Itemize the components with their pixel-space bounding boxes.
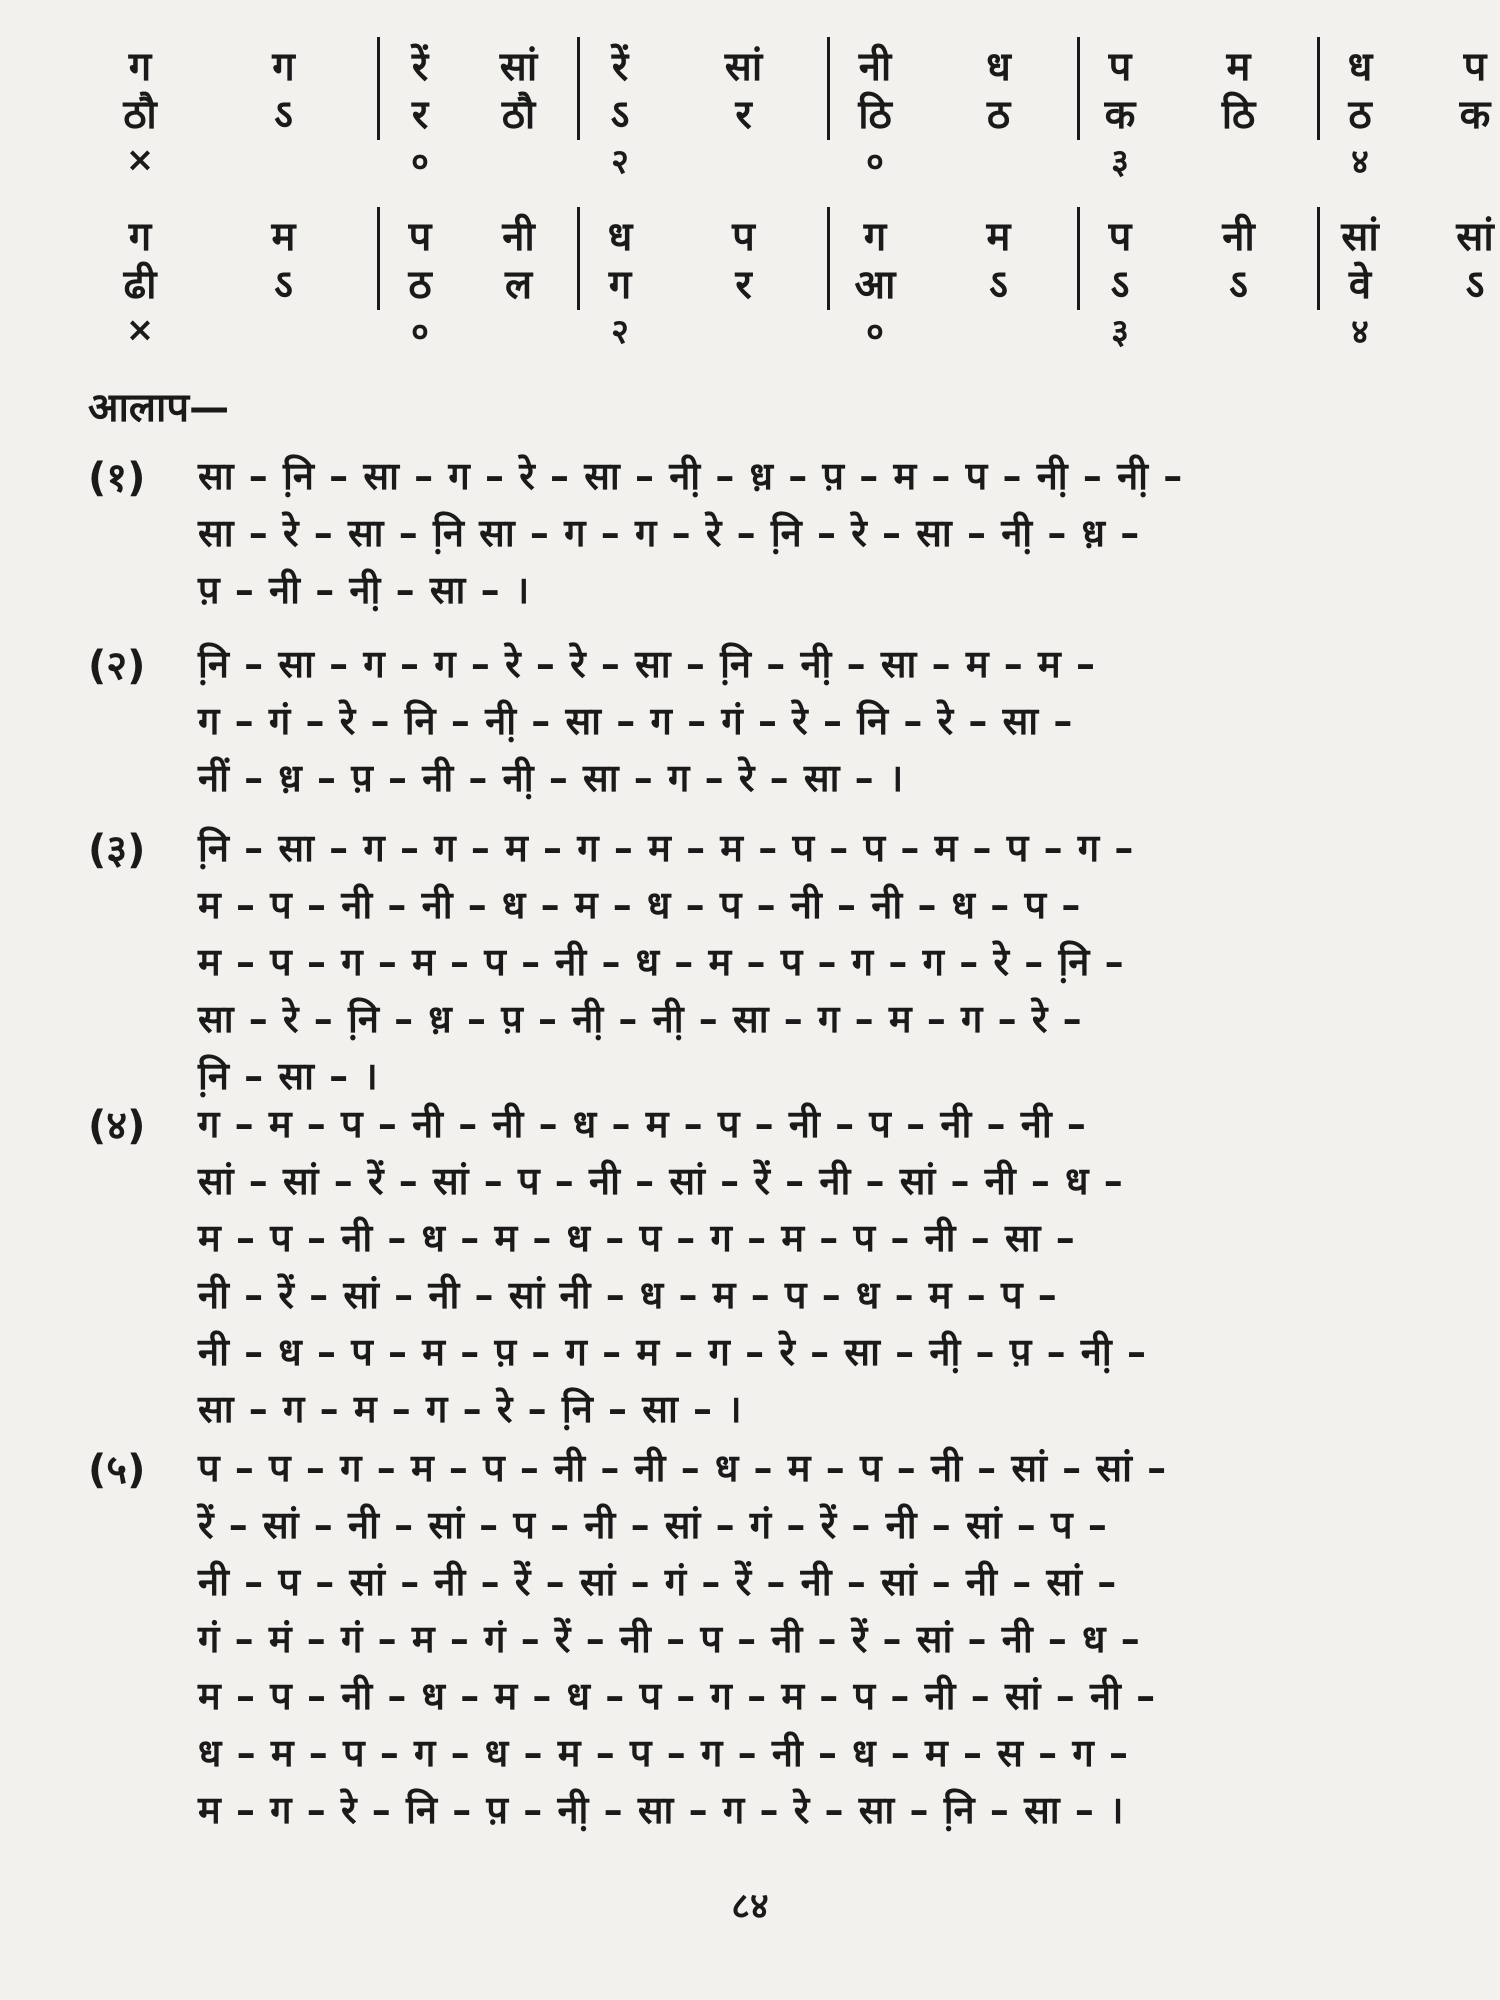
notation-cell: ऽ bbox=[1160, 255, 1320, 310]
notation-cell: ऽ bbox=[1465, 261, 1485, 308]
alap-line: म – प – नी – नी – ध – म – ध – प – नी – नी – ध – प – bbox=[198, 883, 1082, 927]
notation-cell: प bbox=[1108, 213, 1132, 260]
notation-syllable-row bbox=[90, 258, 1485, 308]
section-number: (४) bbox=[88, 1103, 146, 1149]
notation-cell: सां bbox=[1341, 213, 1379, 260]
notation-cell: र bbox=[660, 85, 830, 140]
alap-heading: आलाप— bbox=[88, 385, 230, 431]
alap-line: म – प – ग – म – प – नी – ध – म – प – ग – ग – रे – नि़ – bbox=[198, 940, 1125, 984]
notation-cell: क bbox=[1459, 91, 1491, 138]
notation-cell: ल bbox=[460, 255, 580, 310]
tala-mark: ० bbox=[411, 142, 429, 182]
notation-cell: ठ bbox=[408, 261, 432, 308]
alap-line: नी – ध – प – म – प़ – ग – म – ग – रे – सा – नी़ – प़ – नी़ – bbox=[198, 1330, 1147, 1374]
notation-cell: रें bbox=[411, 43, 429, 90]
section-number: (१) bbox=[88, 455, 146, 501]
notation-cell: ऽ bbox=[1110, 261, 1130, 308]
notation-cell: सां bbox=[1456, 213, 1494, 260]
tala-mark: × bbox=[125, 140, 155, 180]
notation-cell: प bbox=[660, 207, 830, 262]
tala-mark: ० bbox=[866, 142, 884, 182]
section-lines bbox=[198, 820, 1448, 1105]
alap-line: सा – रे – सा – नि़ सा – ग – ग – रे – नि़ – रे – सा – नी़ – ध़ – bbox=[198, 511, 1141, 555]
notation-cell: ग bbox=[608, 261, 632, 308]
notation-cell: ठौ bbox=[123, 91, 157, 138]
notation-swara-row bbox=[90, 210, 1494, 260]
notation-cell: सां bbox=[660, 37, 830, 92]
alap-line: नीं – ध़ – प़ – नी – नी़ – सा – ग – रे – सा – । bbox=[198, 756, 905, 800]
notation-cell: ध bbox=[607, 213, 633, 260]
notation-cell: ध bbox=[1347, 43, 1373, 90]
notation-cell: म bbox=[920, 207, 1080, 262]
notation-tala-row bbox=[90, 306, 1450, 354]
alap-line: नि़ – सा – ग – ग – म – ग – म – म – प – प – म – प – ग – bbox=[198, 826, 1135, 870]
section-lines bbox=[198, 1096, 1448, 1438]
notation-cell: ऽ bbox=[190, 255, 380, 310]
notation-cell: ऽ bbox=[190, 85, 380, 140]
notation-cell: प bbox=[1108, 43, 1132, 90]
notation-cell: ठ bbox=[920, 85, 1080, 140]
notation-cell: ध bbox=[920, 37, 1080, 92]
notation-syllable-row bbox=[90, 88, 1491, 138]
notation-cell: सां bbox=[460, 37, 580, 92]
alap-line: सां – सां – रें – सां – प – नी – सां – रें – नी – सां – नी – ध – bbox=[198, 1159, 1124, 1203]
notation-cell: ठि bbox=[1160, 85, 1320, 140]
alap-line: ग – गं – रे – नि – नी़ – सा – ग – गं – रे – नि – रे – सा – bbox=[198, 699, 1074, 743]
alap-line: म – प – नी – ध – म – ध – प – ग – म – प – नी – सा – bbox=[198, 1216, 1076, 1260]
page-number: ८४ bbox=[731, 1886, 769, 1927]
notation-cell: ढी bbox=[123, 261, 157, 308]
notation-cell: ग bbox=[128, 43, 152, 90]
notation-cell: ग bbox=[128, 213, 152, 260]
notation-cell: र bbox=[660, 255, 830, 310]
alap-line: म – ग – रे – नि – प़ – नी़ – सा – ग – रे – सा – नि़ – सा – । bbox=[198, 1788, 1125, 1832]
section-lines bbox=[198, 448, 1448, 619]
alap-line: प – प – ग – म – प – नी – नी – ध – म – प – नी – सां – सां – bbox=[198, 1446, 1168, 1490]
tala-mark: ३ bbox=[1111, 142, 1129, 182]
alap-line: नि़ – सा – । bbox=[198, 1054, 379, 1098]
notation-cell: म bbox=[190, 207, 380, 262]
notation-cell: ठौ bbox=[460, 85, 580, 140]
notation-cell: ऽ bbox=[920, 255, 1080, 310]
notation-cell: नी bbox=[858, 43, 892, 90]
tala-mark: ३ bbox=[1111, 312, 1129, 352]
notation-cell: ग bbox=[190, 37, 380, 92]
notation-table-1 bbox=[90, 40, 1491, 184]
tala-mark: २ bbox=[611, 142, 629, 182]
tala-mark: ४ bbox=[1351, 142, 1369, 182]
alap-line: प़ – नी – नी़ – सा – । bbox=[198, 568, 531, 612]
section-lines bbox=[198, 1440, 1448, 1839]
tala-mark: ४ bbox=[1351, 312, 1369, 352]
alap-line: नि़ – सा – ग – ग – रे – रे – सा – नि़ – नी़ – सा – म – म – bbox=[198, 642, 1096, 686]
section-number: (३) bbox=[88, 827, 146, 873]
notation-cell: ग bbox=[863, 213, 887, 260]
notation-cell: ऽ bbox=[610, 91, 630, 138]
alap-line: नी – प – सां – नी – रें – सां – गं – रें – नी – सां – नी – सां – bbox=[198, 1560, 1118, 1604]
alap-line: सा – ग – म – ग – रे – नि़ – सा – । bbox=[198, 1387, 743, 1431]
tala-mark: ० bbox=[411, 312, 429, 352]
notation-cell: नी bbox=[460, 207, 580, 262]
notation-swara-row bbox=[90, 40, 1487, 90]
notation-cell: प bbox=[1463, 43, 1487, 90]
alap-line: म – प – नी – ध – म – ध – प – ग – म – प – नी – सां – नी – bbox=[198, 1674, 1157, 1718]
notation-table-2 bbox=[90, 210, 1494, 354]
notation-cell: र bbox=[411, 91, 429, 138]
section-number: (५) bbox=[88, 1447, 146, 1493]
alap-line: ध – म – प – ग – ध – म – प – ग – नी – ध – म – स – ग – bbox=[198, 1731, 1129, 1775]
notation-cell: रें bbox=[611, 43, 629, 90]
notation-cell: ठि bbox=[858, 91, 892, 138]
notation-cell: म bbox=[1160, 37, 1320, 92]
notation-cell: नी bbox=[1160, 207, 1320, 262]
notation-cell: प bbox=[408, 213, 432, 260]
notation-cell: ठ bbox=[1348, 91, 1372, 138]
alap-line: सा – नि़ – सा – ग – रे – सा – नी़ – ध़ – प़ – म – प – नी़ – नी़ – bbox=[198, 454, 1184, 498]
alap-line: रें – सां – नी – सां – प – नी – सां – गं – रें – नी – सां – प – bbox=[198, 1503, 1108, 1547]
notation-cell: क bbox=[1104, 91, 1136, 138]
notation-cell: आ bbox=[854, 261, 896, 308]
alap-line: गं – मं – गं – म – गं – रें – नी – प – नी – रें – सां – नी – ध – bbox=[198, 1617, 1141, 1661]
section-lines bbox=[198, 636, 1448, 807]
tala-mark: २ bbox=[611, 312, 629, 352]
tala-mark: × bbox=[125, 310, 155, 350]
section-number: (२) bbox=[88, 643, 146, 689]
notation-tala-row bbox=[90, 136, 1450, 184]
alap-line: ग – म – प – नी – नी – ध – म – प – नी – प – नी – नी – bbox=[198, 1102, 1087, 1146]
notation-cell: वे bbox=[1348, 261, 1372, 308]
alap-line: नी – रें – सां – नी – सां नी – ध – म – प – ध – म – प – bbox=[198, 1273, 1058, 1317]
alap-line: सा – रे – नि़ – ध़ – प़ – नी़ – नी़ – सा – ग – म – ग – रे – bbox=[198, 997, 1083, 1041]
tala-mark: ० bbox=[866, 312, 884, 352]
